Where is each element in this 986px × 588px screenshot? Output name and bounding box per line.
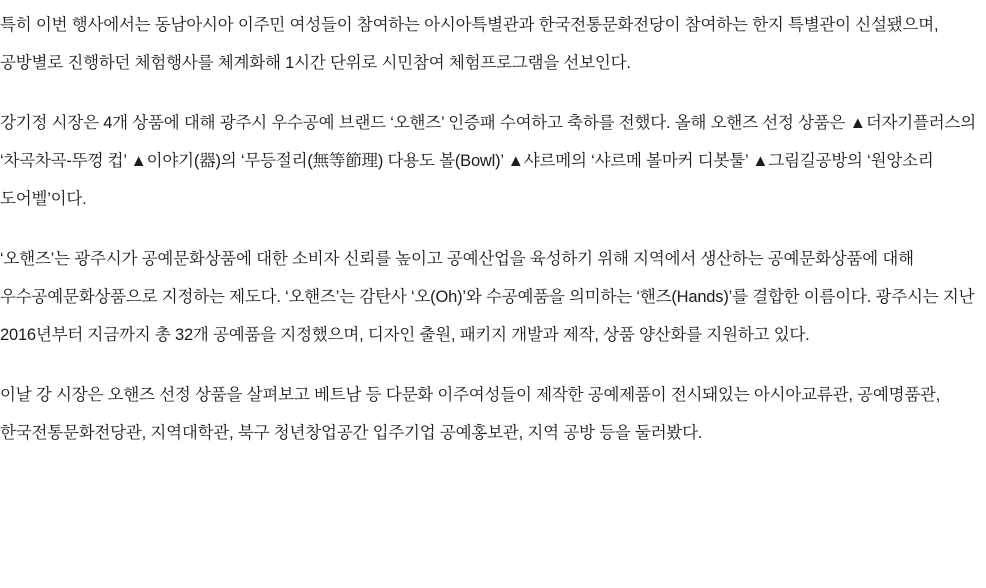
article-paragraph-1: 특히 이번 행사에서는 동남아시아 이주민 여성들이 참여하는 아시아특별관과 한국전통문화전당이 참여하는 한지 특별관이 신설됐으며, 공방별로 진행하던 체험행사를 체계화해 1시간 단위로 시민참여 체험프로그램을 선보인다. — [0, 16, 939, 72]
article-paragraph-4: 이날 강 시장은 오핸즈 선정 상품을 살펴보고 베트남 등 다문화 이주여성들이 제작한 공예제품이 전시돼있는 아시아교류관, 공예명품관, 한국전통문화전당관, 지역대학관, 북구 청년창업공간 입주기업 공예홍보관, 지역 공방 등을 둘러봤다. — [0, 386, 941, 442]
article-paragraph-3: ‘오핸즈’는 광주시가 공예문화상품에 대한 소비자 신뢰를 높이고 공예산업을 육성하기 위해 지역에서 생산하는 공예문화상품에 대해 우수공예문화상품으로 지정하는 제도다. ‘오핸즈’는 감탄사 ‘오(Oh)’와 수공예품을 의미하는 ‘핸즈(Hands)’를 결합한 이름이다. 광주시는 지난 2016년부터 지금까지 총 32개 공예품을 지정했으며, 디자인 출원, 패키지 개발과 제작, 상품 양산화를 지원하고 있다. — [0, 250, 975, 344]
article-paragraph-2: 강기정 시장은 4개 상품에 대해 광주시 우수공예 브랜드 ‘오핸즈’ 인증패 수여하고 축하를 전했다. 올해 오핸즈 선정 상품은 ▲더자기플러스의 ‘차곡차곡-뚜껑 컵’ ▲이야기(器)의 ‘무등절리(無等節理) 다용도 볼(Bowl)’ ▲샤르메의 ‘샤르메 볼마커 디봇툴’ ▲그림길공방의 ‘원앙소리 도어벨’이다. — [0, 114, 976, 208]
